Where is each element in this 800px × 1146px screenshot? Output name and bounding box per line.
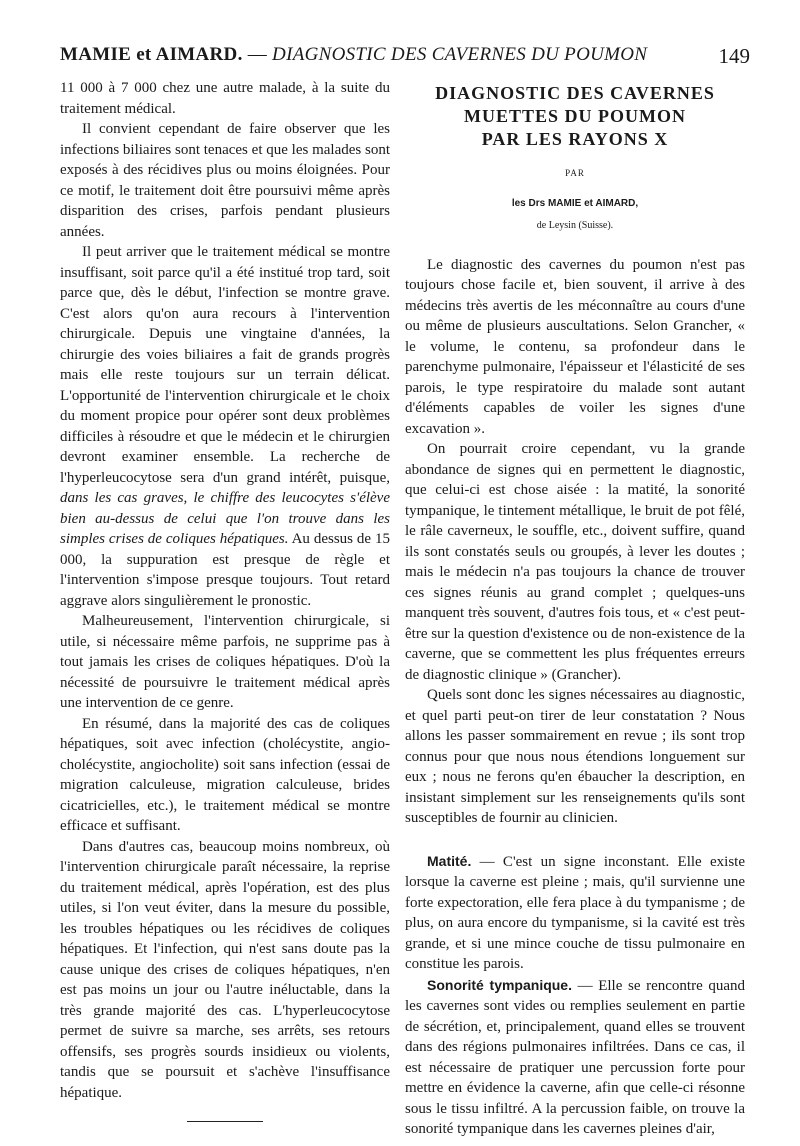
running-header	[60, 44, 750, 72]
header-dash: —	[242, 44, 273, 65]
text-run: Au dessus de 15 000, la suppuration est presque de règle et l'intervention s'impose presque toujours. Tout retard aggrave alors singulièrement le pronostic.	[60, 531, 390, 609]
byline-authors: les Drs MAMIE et AIMARD,	[511, 197, 639, 209]
header-title: DIAGNOSTIC DES CAVERNES DU POUMON	[272, 44, 648, 65]
paragraph: Il convient cependant de faire observer que les infections biliaires sont tenaces et que les malades sont exposés à des récidives plus ou moins éloignées. Pour ce motif, le traitement doit être poursuivi même après disparition des crises, parfois pendant plusieurs années.	[60, 121, 390, 240]
paragraph: Dans d'autres cas, beaucoup moins nombreux, où l'intervention chirurgicale paraît nécessaire, la reprise du traitement médical, après l'opération, est des plus utiles, si l'on veut éviter, dans la mesure du possible, les troubles hépatiques ou les récidives de coliques hépatiques. Et l'infection, qui n'est sans doute pas la cause unique des crises de coliques hépatiques, n'en est pas moins un jour ou l'autre inéluctable, dans la très grande majorité des cas. L'hyperleucocytose permet de suivre sa marche, ses arrêts, ses retours offensifs, ses progrès sourds insidieux ou violents, tandis que se poursuit et s'achève l'insuffisance hépatique.	[60, 838, 390, 1101]
article-title-line: MUETTES DU POUMON	[463, 106, 686, 126]
byline-par: PAR	[565, 168, 585, 178]
byline-place: de Leysin (Suisse).	[536, 220, 614, 231]
paragraph: On pourrait croire cependant, vu la grande abondance de signes qui en permettent le diagnostic, que celui-ci est chose aisée : la matité, la sonorité tympanique, le tintement métallique, le bruit de pot fêlé, le râle caverneux, le souffle, etc., doivent suffire, quand ils sont constatés seuls ou groupés, à lever les doutes ; mais le médecin n'a pas toujours la chance de trouver ces signes réunis au grand complet ; quelques-uns manquent très souvent, d'autres fois tous, et « c'est peut-être sur la question d'existence ou de non-existence de la caverne, que se commettent les plus fréquentes erreurs de diagnostic clinique » (Grancher).	[405, 441, 745, 683]
paragraph: Le diagnostic des cavernes du poumon n'est pas toujours chose facile et, bien souvent, il arrive à des médecins très avertis de les méconnaître au cours d'une ou même de plusieurs auscultations. Selon Grancher, « le volume, le contenu, sa profondeur dans le parenchyme pulmonaire, l'épaisseur et l'élasticité de ses parois, le type respiratoire du malade sont autant d'éléments capables de voiler les signes d'une excavation ».	[405, 256, 745, 437]
article-title	[405, 82, 745, 151]
running-title	[60, 44, 647, 66]
paragraph	[405, 851, 745, 975]
paragraph: Malheureusement, l'intervention chirurgicale, si utile, si nécessaire même parfois, ne supprime pas à tout jamais les crises de coliques hépatiques. D'où la nécessité de poursuivre le traitement médical après une intervention de ce genre.	[60, 613, 390, 711]
paragraph: 11 000 à 7 000 chez une autre malade, à la suite du traitement médical.	[60, 80, 390, 117]
section-heading-sonorite: Sonorité tympanique.	[427, 976, 572, 993]
paragraph: En résumé, dans la majorité des cas de coliques hépatiques, soit avec infection (cholécystite, angio-cholécystite, angiocholite) soit sans infection (essai de migration calculeuse, migration calculeuse, brides cicatricielles, etc.), le traitement médical se montre efficace et suffisant.	[60, 715, 390, 834]
article-title-line: DIAGNOSTIC DES CAVERNES	[435, 83, 715, 103]
section-spacer	[405, 829, 745, 851]
paragraph: Quels sont donc les signes nécessaires au diagnostic, et quel parti peut-on tirer de leur constatation ? Nous allons les passer sommairement en revue ; ils sont trop connus pour que nous nous étendions longuement sur eux ; nous ne ferons qu'en ébaucher la description, en insistant simplement sur les renseignements qu'ils sont susceptibles de fournir au clinicien.	[405, 687, 745, 826]
right-column	[405, 78, 745, 1140]
text-run: — C'est un signe inconstant. Elle existe lorsque la caverne est pleine ; mais, qu'il survienne une forte expectoration, elle fera place à du tympanisme ; de plus, on aura encore du tympanisme, si la cavité est très grande, et si une mince couche de tissu pulmonaire en constitue les parois.	[405, 853, 745, 972]
italic-text-run: dans les cas graves, le chiffre des leucocytes s'élève bien au-dessus de celui que l'on trouve dans les simples crises de coliques hépatiques.	[60, 490, 390, 547]
header-authors: MAMIE et AIMARD.	[60, 44, 243, 65]
text-run: Il peut arriver que le traitement médical se montre insuffisant, soit parce qu'il a été institué trop tard, soit parce que, dès le début, l'infection se montre grave. C'est alors qu'on aura recours à l'intervention chirurgicale. Depuis une vingtaine d'années, la chirurgie des voies biliaires a fait de grands progrès mais elle reste toujours sur un terrain délicat. L'opportunité de l'intervention chirurgicale et le choix du moment propice pour opérer sont deux problèmes difficiles à résoudre et que le médecin et le chirurgien devront examiner ensemble. La recherche de l'hyperleucocytose sera d'un grand intérêt, puisque,	[60, 244, 390, 486]
article-title-line: PAR LES RAYONS X	[481, 129, 669, 149]
page-number: 149	[718, 44, 750, 68]
section-heading-matite: Matité.	[427, 852, 472, 869]
end-of-article-rule	[187, 1121, 263, 1122]
paragraph	[60, 242, 390, 611]
paragraph	[405, 975, 745, 1140]
text-run: — Elle se rencontre quand les cavernes sont vides ou remplies seulement en partie de sécrétion, et, principalement, quand elles se trouvent dans des régions pulmonaires infiltrées. Dans ce cas, il est nécessaire de pratiquer une percussion forte pour mettre en évidence la caverne, afin que celle-ci résonne sous le tissu infiltré. A la percussion faible, on trouve la sonorité tympanique dans les cavernes pleines d'air,	[405, 977, 745, 1137]
left-column	[60, 78, 390, 1122]
